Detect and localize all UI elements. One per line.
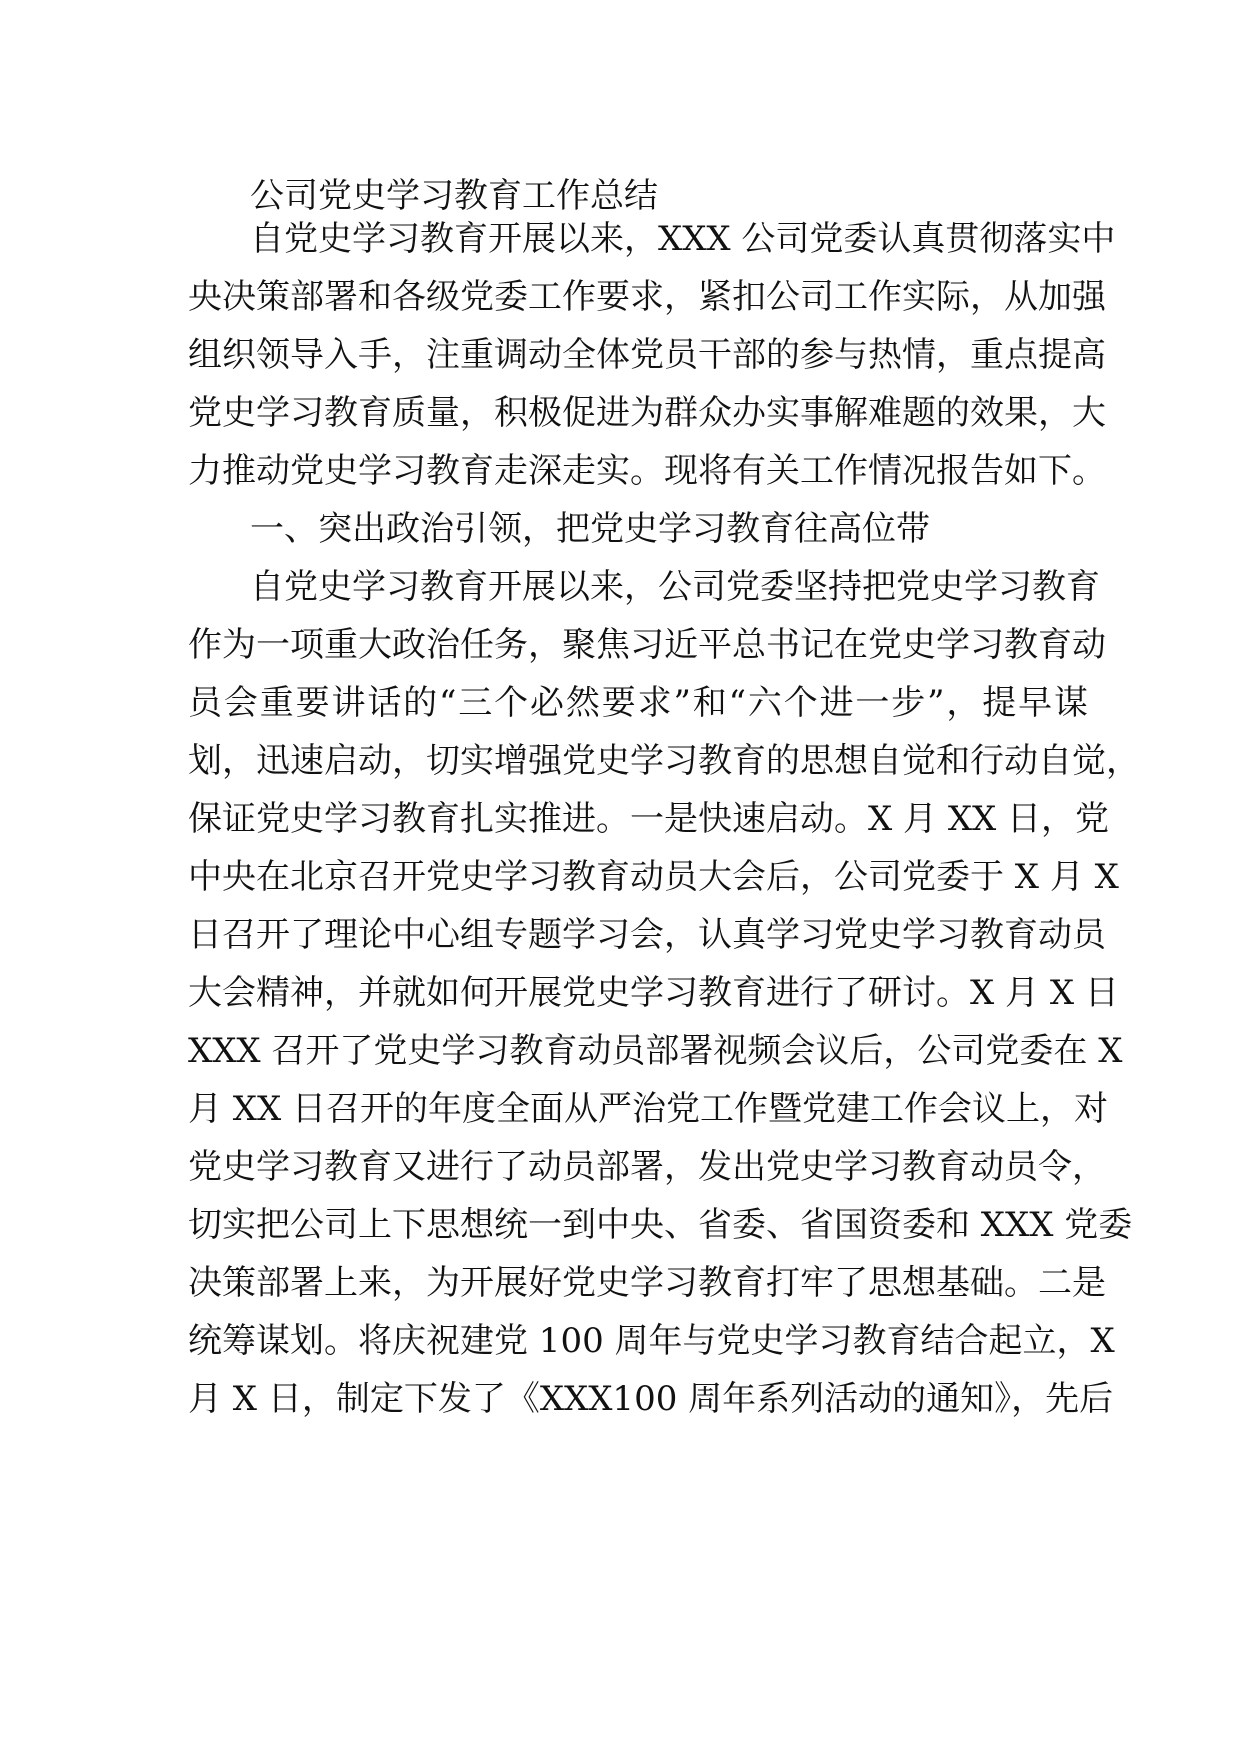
paragraph-line: 大会精神，并就如何开展党史学习教育进行了研讨。X 月 X 日 [188,973,1119,1013]
paragraph-line: 月 X 日，制定下发了《XXX100 周年系列活动的通知》，先后 [188,1379,1114,1419]
paragraph-line: 中央在北京召开党史学习教育动员大会后，公司党委于 X 月 X [188,857,1119,897]
paragraph-line: 党史学习教育质量，积极促进为群众办实事解难题的效果，大 [188,393,1106,433]
paragraph-line: 划，迅速启动，切实增强党史学习教育的思想自觉和行动自觉， [188,741,1140,781]
paragraph-line: 日召开了理论中心组专题学习会，认真学习党史学习教育动员 [188,915,1106,955]
paragraph-line: 保证党史学习教育扎实推进。一是快速启动。X 月 XX 日，党 [188,799,1110,839]
paragraph-line: 统筹谋划。将庆祝建党 100 周年与党史学习教育结合起立，X [188,1321,1115,1361]
paragraph-line: XXX 召开了党史学习教育动员部署视频会议后，公司党委在 X [188,1031,1123,1071]
section-heading: 一、突出政治引领，把党史学习教育往高位带 [250,509,930,549]
paragraph-line: 作为一项重大政治任务，聚焦习近平总书记在党史学习教育动 [188,625,1106,665]
paragraph-line: 自党史学习教育开展以来，XXX 公司党委认真贯彻落实中 [250,219,1116,259]
paragraph-line: 力推动党史学习教育走深走实。现将有关工作情况报告如下。 [188,451,1106,491]
paragraph-line: 党史学习教育又进行了动员部署，发出党史学习教育动员令， [188,1147,1106,1187]
paragraph-line: 员会重要讲话的“三个必然要求”和“六个进一步”，提早谋 [188,683,1088,723]
paragraph-line: 组织领导入手，注重调动全体党员干部的参与热情，重点提高 [188,335,1106,375]
paragraph-line: 月 XX 日召开的年度全面从严治党工作暨党建工作会议上，对 [188,1089,1109,1129]
paragraph-line: 自党史学习教育开展以来，公司党委坚持把党史学习教育 [250,567,1100,607]
document-title: 公司党史学习教育工作总结 [250,176,658,216]
paragraph-line: 央决策部署和各级党委工作要求，紧扣公司工作实际，从加强 [188,277,1106,317]
paragraph-line: 切实把公司上下思想统一到中央、省委、省国资委和 XXX 党委 [188,1205,1133,1245]
paragraph-line: 决策部署上来，为开展好党史学习教育打牢了思想基础。二是 [188,1263,1106,1303]
